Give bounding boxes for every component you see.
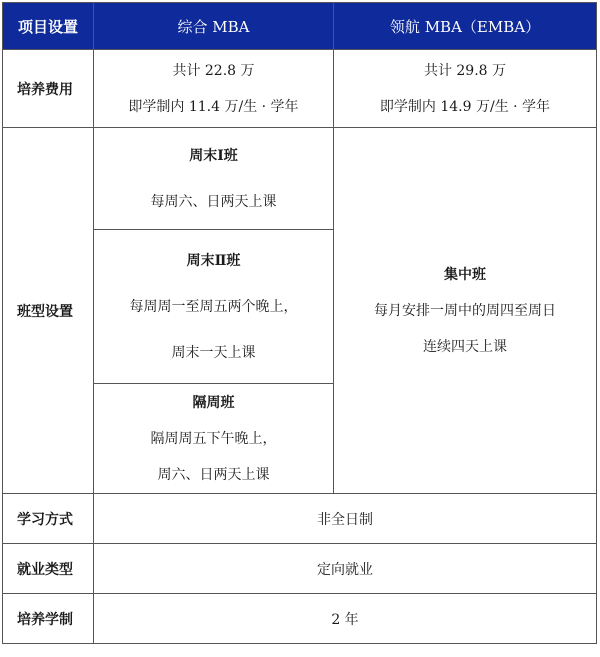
study-mode-label: 学习方式 <box>3 494 94 544</box>
emba-fees-cell <box>334 50 597 128</box>
weekend-2-title: 周末Ⅱ班 <box>186 252 241 269</box>
mba-fee-annual: 即学制内 11.4 万/生 · 学年 <box>128 98 299 115</box>
fees-row <box>3 50 597 128</box>
biweekly-desc-2: 周六、日两天上课 <box>157 466 270 483</box>
header-row <box>3 3 597 50</box>
intensive-title: 集中班 <box>444 266 486 283</box>
biweekly-title: 隔周班 <box>192 394 235 411</box>
mba-fees-cell <box>94 50 334 128</box>
class-setup-label: 班型设置 <box>3 128 94 494</box>
weekend-1-desc: 每周六、日两天上课 <box>150 193 277 210</box>
study-mode-row <box>3 494 597 544</box>
emba-fee-total: 共计 29.8 万 <box>423 62 507 79</box>
intensive-class-cell <box>334 128 597 494</box>
employment-label: 就业类型 <box>3 544 94 594</box>
duration-row <box>3 594 597 644</box>
study-mode-value: 非全日制 <box>94 494 597 544</box>
employment-value: 定向就业 <box>94 544 597 594</box>
header-emba: 领航 MBA（EMBA） <box>334 3 597 50</box>
duration-label: 培养学制 <box>3 594 94 644</box>
weekend-1-title: 周末Ⅰ班 <box>189 147 238 164</box>
program-comparison-table <box>2 2 596 654</box>
mba-fee-total: 共计 22.8 万 <box>172 62 255 79</box>
weekend-2-cell <box>94 230 334 384</box>
weekend-1-cell <box>94 128 334 230</box>
intensive-desc-2: 连续四天上课 <box>423 338 507 355</box>
weekend-2-desc-2: 周末一天上课 <box>171 344 256 361</box>
header-mba: 综合 MBA <box>94 3 334 50</box>
intensive-desc-1: 每月安排一周中的周四至周日 <box>374 302 556 319</box>
header-item-settings: 项目设置 <box>3 3 94 50</box>
weekend-2-desc-1: 每周周一至周五两个晚上， <box>129 298 298 315</box>
employment-row <box>3 544 597 594</box>
biweekly-cell <box>94 384 334 494</box>
class-setup-row-1 <box>3 128 597 230</box>
duration-value: 2 年 <box>94 594 597 644</box>
emba-fee-annual: 即学制内 14.9 万/生 · 学年 <box>379 98 551 115</box>
biweekly-desc-1: 隔周周五下午晚上， <box>150 430 277 447</box>
fees-label: 培养费用 <box>3 50 94 128</box>
